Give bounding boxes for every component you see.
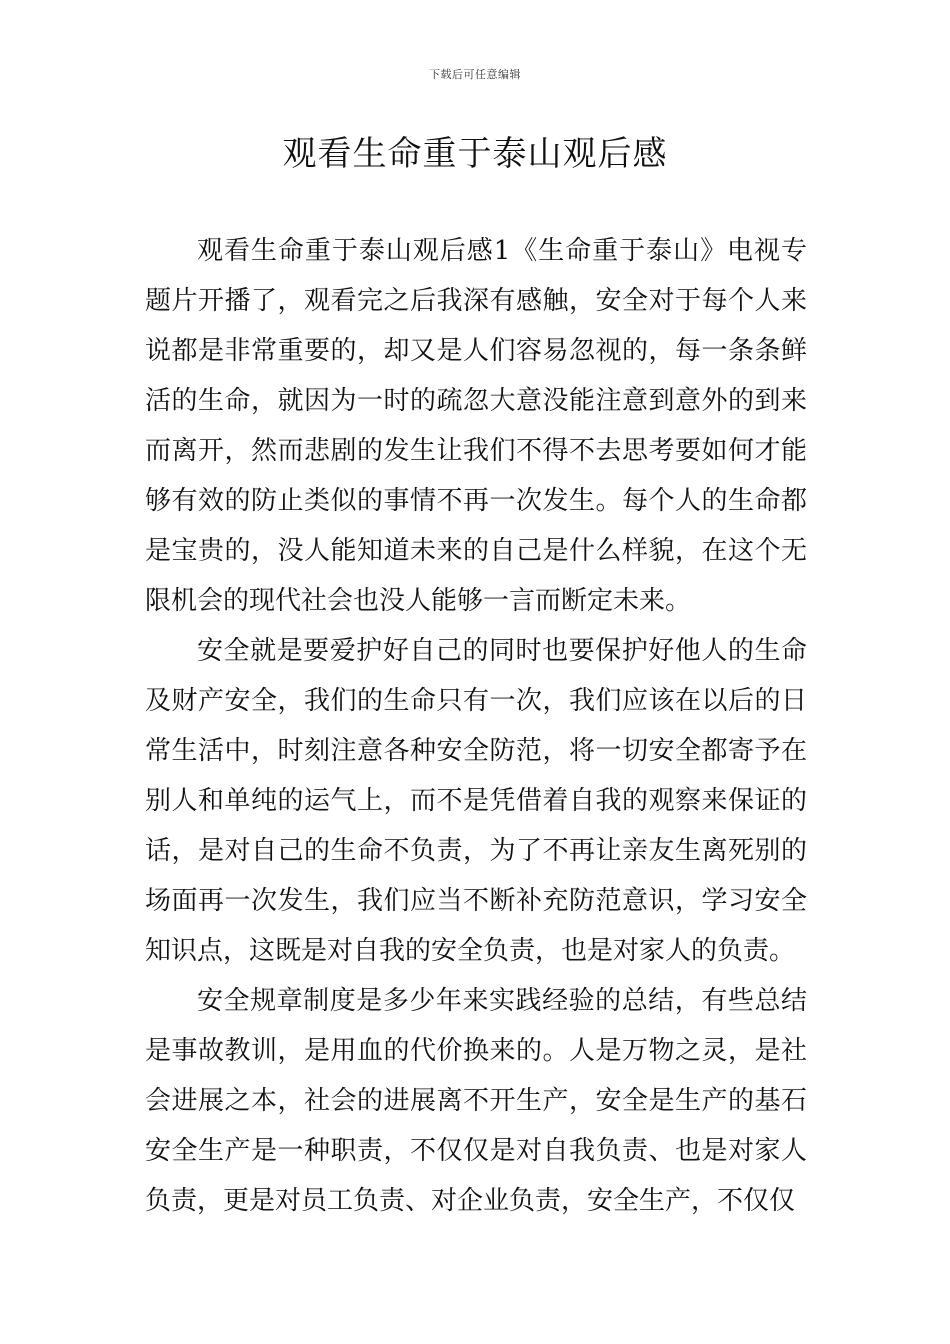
paragraph: 观看生命重于泰山观后感1《生命重于泰山》电视专题片开播了，观看完之后我深有感触，安全对于每个人来说都是非常重要的，却又是人们容易忽视的，每一条条鲜活的生命，就因为一时的疏忽大意没能注意到意外的到来而离开，然而悲剧的发生让我们不得不去思考要如何才能够有效的防止类似的事情不再一次发生。每个人的生命都是宝贵的，没人能知道未来的自己是什么样貌，在这个无限机会的现代社会也没人能够一言而断定未来。 [145,236,807,616]
document-title: 观看生命重于泰山观后感 [282,134,668,174]
paragraph: 安全规章制度是多少年来实践经验的总结，有些总结是事故教训，是用血的代价换来的。人是万物之灵，是社会进展之本，社会的进展离不开生产，安全是生产的基石安全生产是一种职责，不仅仅是对自我负责、也是对家人负责，更是对员工负责、对企业负责，安全生产，不仅仅 [145,986,807,1216]
paragraph: 安全就是要爱护好自己的同时也要保护好他人的生命及财产安全，我们的生命只有一次，我们应该在以后的日常生活中，时刻注意各种安全防范，将一切安全都寄予在别人和单纯的运气上，而不是凭借着自我的观察来保证的话，是对自己的生命不负责，为了不再让亲友生离死别的场面再一次发生，我们应当不断补充防范意识，学习安全知识点，这既是对自我的安全负责，也是对家人的负责。 [145,636,807,966]
header-note: 下载后可任意编辑 [429,68,521,81]
document-body [145,226,807,1226]
